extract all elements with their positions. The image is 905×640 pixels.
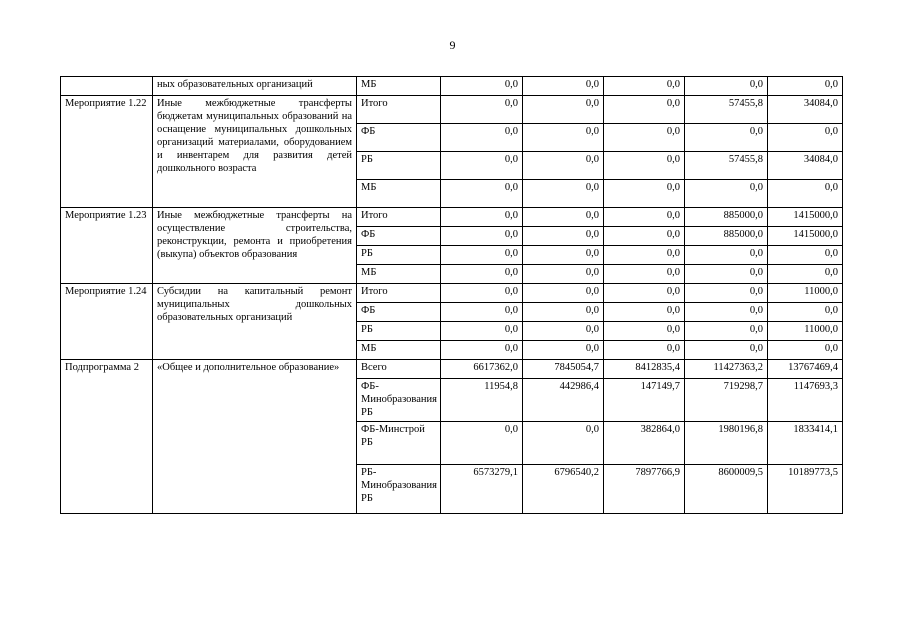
value-cell: 0,0 <box>768 341 843 360</box>
value-cell: 1415000,0 <box>768 208 843 227</box>
value-cell: 0,0 <box>441 124 523 152</box>
value-cell: 8412835,4 <box>604 360 685 379</box>
source-cell: МБ <box>357 77 441 96</box>
value-cell: 0,0 <box>523 303 604 322</box>
value-cell: 0,0 <box>768 124 843 152</box>
value-cell: 0,0 <box>768 303 843 322</box>
value-cell: 0,0 <box>441 422 523 465</box>
value-cell: 6617362,0 <box>441 360 523 379</box>
value-cell: 0,0 <box>685 77 768 96</box>
description-cell: Субсидии на капитальный ремонт муниципальных дошкольных образовательных организаций <box>153 284 357 360</box>
source-cell: РБ-Минобразования РБ <box>357 465 441 514</box>
page-number: 9 <box>449 38 456 52</box>
value-cell: 0,0 <box>441 152 523 180</box>
value-cell: 0,0 <box>768 265 843 284</box>
value-cell: 0,0 <box>604 341 685 360</box>
measure-cell <box>61 77 153 96</box>
source-cell: Итого <box>357 96 441 124</box>
value-cell: 147149,7 <box>604 379 685 422</box>
source-cell: Итого <box>357 208 441 227</box>
value-cell: 0,0 <box>523 124 604 152</box>
value-cell: 0,0 <box>685 246 768 265</box>
value-cell: 0,0 <box>523 322 604 341</box>
value-cell: 0,0 <box>441 341 523 360</box>
value-cell: 0,0 <box>685 124 768 152</box>
value-cell: 0,0 <box>604 303 685 322</box>
value-cell: 0,0 <box>604 77 685 96</box>
value-cell: 0,0 <box>768 77 843 96</box>
table-row <box>61 77 843 96</box>
source-cell: Всего <box>357 360 441 379</box>
source-cell: МБ <box>357 265 441 284</box>
value-cell: 11000,0 <box>768 284 843 303</box>
value-cell: 0,0 <box>441 227 523 246</box>
value-cell: 0,0 <box>685 303 768 322</box>
value-cell: 0,0 <box>441 303 523 322</box>
value-cell: 0,0 <box>604 265 685 284</box>
value-cell: 0,0 <box>523 265 604 284</box>
description-cell: Иные межбюджетные трансферты на осуществление строительства, реконструкции, ремонта и приобретения (выкупа) объектов образования <box>153 208 357 284</box>
source-cell: Итого <box>357 284 441 303</box>
value-cell: 0,0 <box>523 152 604 180</box>
value-cell: 1833414,1 <box>768 422 843 465</box>
value-cell: 0,0 <box>604 322 685 341</box>
source-cell: РБ <box>357 246 441 265</box>
source-cell: РБ <box>357 152 441 180</box>
value-cell: 0,0 <box>523 227 604 246</box>
value-cell: 0,0 <box>604 124 685 152</box>
value-cell: 0,0 <box>523 96 604 124</box>
value-cell: 57455,8 <box>685 152 768 180</box>
value-cell: 0,0 <box>523 180 604 208</box>
value-cell: 0,0 <box>685 322 768 341</box>
value-cell: 0,0 <box>604 208 685 227</box>
value-cell: 0,0 <box>523 341 604 360</box>
value-cell: 13767469,4 <box>768 360 843 379</box>
measure-cell: Мероприятие 1.22 <box>61 96 153 208</box>
source-cell: ФБ-Минобразования РБ <box>357 379 441 422</box>
value-cell: 885000,0 <box>685 227 768 246</box>
value-cell: 0,0 <box>685 341 768 360</box>
value-cell: 1415000,0 <box>768 227 843 246</box>
value-cell: 11954,8 <box>441 379 523 422</box>
value-cell: 0,0 <box>685 180 768 208</box>
source-cell: МБ <box>357 341 441 360</box>
value-cell: 0,0 <box>441 322 523 341</box>
value-cell: 0,0 <box>604 180 685 208</box>
budget-table <box>60 76 843 514</box>
source-cell: ФБ <box>357 227 441 246</box>
value-cell: 10189773,5 <box>768 465 843 514</box>
value-cell: 0,0 <box>523 246 604 265</box>
measure-cell: Мероприятие 1.23 <box>61 208 153 284</box>
source-cell: МБ <box>357 180 441 208</box>
description-cell: ных образовательных организаций <box>153 77 357 96</box>
source-cell: ФБ <box>357 124 441 152</box>
value-cell: 0,0 <box>604 96 685 124</box>
value-cell: 382864,0 <box>604 422 685 465</box>
value-cell: 6796540,2 <box>523 465 604 514</box>
value-cell: 0,0 <box>768 246 843 265</box>
value-cell: 0,0 <box>441 180 523 208</box>
table-row <box>61 360 843 379</box>
value-cell: 0,0 <box>441 265 523 284</box>
source-cell: РБ <box>357 322 441 341</box>
value-cell: 11000,0 <box>768 322 843 341</box>
value-cell: 0,0 <box>523 77 604 96</box>
measure-cell: Мероприятие 1.24 <box>61 284 153 360</box>
value-cell: 7897766,9 <box>604 465 685 514</box>
value-cell: 0,0 <box>604 152 685 180</box>
value-cell: 0,0 <box>441 77 523 96</box>
table-row <box>61 284 843 303</box>
description-cell: «Общее и дополнительное образование» <box>153 360 357 514</box>
value-cell: 0,0 <box>523 284 604 303</box>
description-cell: Иные межбюджетные трансферты бюджетам муниципальных образований на оснащение муниципальных дошкольных организаций материалами, оборудованием и инвентарем для развития детей дошкольного возраста <box>153 96 357 208</box>
value-cell: 0,0 <box>604 227 685 246</box>
value-cell: 7845054,7 <box>523 360 604 379</box>
value-cell: 8600009,5 <box>685 465 768 514</box>
value-cell: 885000,0 <box>685 208 768 227</box>
value-cell: 0,0 <box>523 208 604 227</box>
value-cell: 0,0 <box>441 96 523 124</box>
value-cell: 6573279,1 <box>441 465 523 514</box>
value-cell: 1980196,8 <box>685 422 768 465</box>
source-cell: ФБ-Минстрой РБ <box>357 422 441 465</box>
value-cell: 34084,0 <box>768 96 843 124</box>
value-cell: 0,0 <box>441 208 523 227</box>
table-row <box>61 208 843 227</box>
value-cell: 0,0 <box>685 284 768 303</box>
value-cell: 0,0 <box>441 246 523 265</box>
value-cell: 719298,7 <box>685 379 768 422</box>
value-cell: 0,0 <box>604 246 685 265</box>
value-cell: 11427363,2 <box>685 360 768 379</box>
source-cell: ФБ <box>357 303 441 322</box>
value-cell: 57455,8 <box>685 96 768 124</box>
value-cell: 442986,4 <box>523 379 604 422</box>
table-row <box>61 96 843 124</box>
value-cell: 0,0 <box>441 284 523 303</box>
value-cell: 0,0 <box>685 265 768 284</box>
measure-cell: Подпрограмма 2 <box>61 360 153 514</box>
value-cell: 0,0 <box>768 180 843 208</box>
value-cell: 0,0 <box>523 422 604 465</box>
value-cell: 1147693,3 <box>768 379 843 422</box>
value-cell: 0,0 <box>604 284 685 303</box>
value-cell: 34084,0 <box>768 152 843 180</box>
